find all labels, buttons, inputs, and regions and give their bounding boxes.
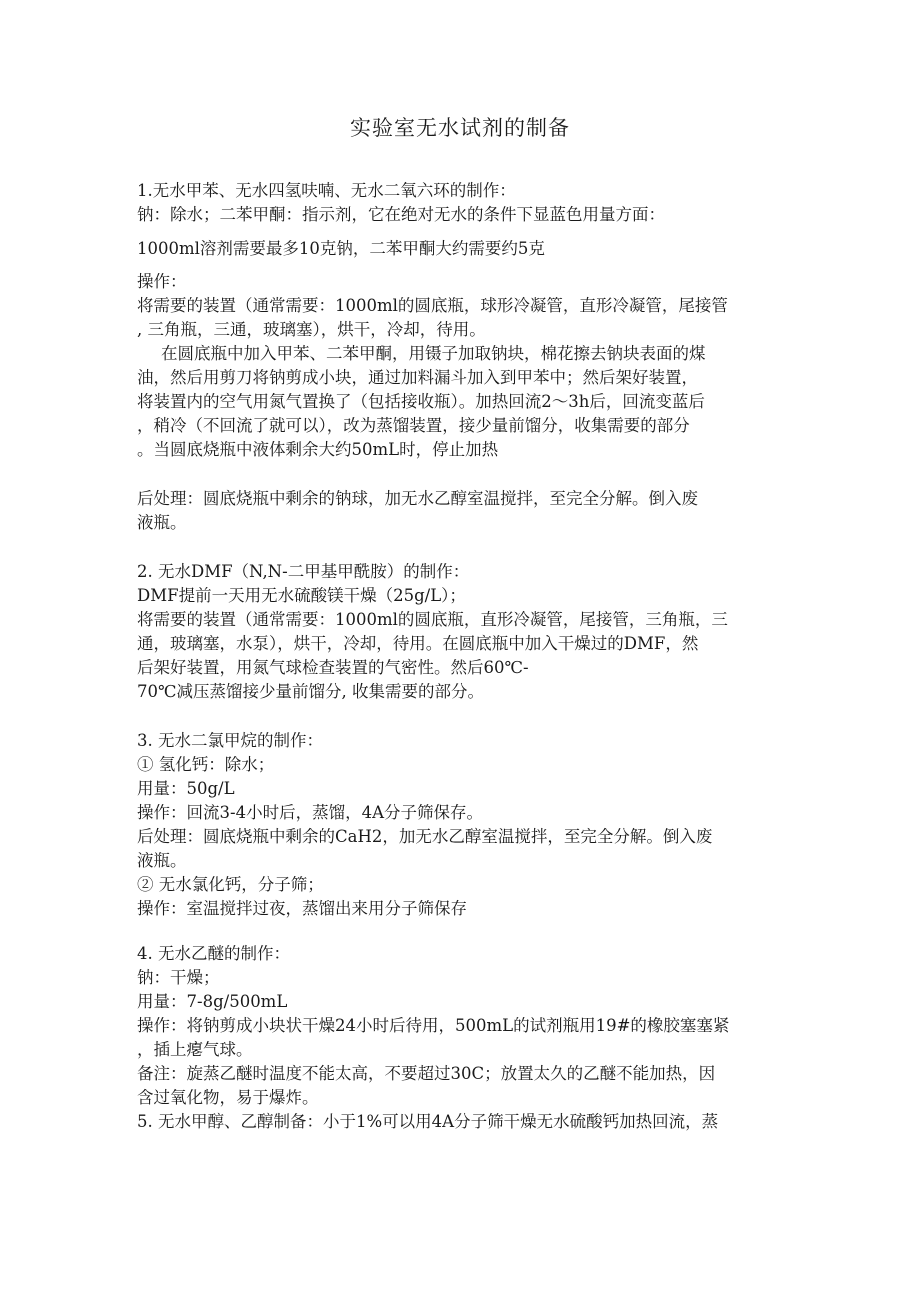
text-line: 液瓶。 xyxy=(137,513,187,532)
section-5-heading: 5. 无水甲醇、乙醇制备：小于1%可以用4A分子筛干燥无水硫酸钙加热回流，蒸 xyxy=(137,1112,719,1131)
text-line: ② 无水氯化钙，分子筛； xyxy=(137,875,324,894)
text-line: 将需要的装置（通常需要：1000ml的圆底瓶，直形冷凝管，尾接管，三角瓶，三 xyxy=(137,610,728,629)
section-1-heading: 1.无水甲苯、无水四氢呋喃、无水二氧六环的制作： xyxy=(137,181,516,200)
text-line: 70℃减压蒸馏接少量前馏分, 收集需要的部分。 xyxy=(137,682,484,701)
text-line: ，稍冷（不回流了就可以），改为蒸馏装置，接少量前馏分，收集需要的部分 xyxy=(137,416,690,435)
text-line: 通，玻璃塞，水泵），烘干，冷却，待用。在圆底瓶中加入干燥过的DMF，然 xyxy=(137,634,699,653)
text-line: 用量：50g/L xyxy=(137,779,235,798)
text-line: 后架好装置，用氮气球检查装置的气密性。然后60℃- xyxy=(137,658,529,677)
page-title: 实验室无水试剂的制备 xyxy=(350,116,570,140)
section-2-heading: 2. 无水DMF（N,N-二甲基甲酰胺）的制作： xyxy=(137,562,470,581)
text-line: 。当圆底烧瓶中液体剩余大约50mL时，停止加热 xyxy=(137,440,499,459)
text-line: 后处理：圆底烧瓶中剩余的钠球，加无水乙醇室温搅拌，至完全分解。倒入废 xyxy=(137,489,698,508)
text-line: ，插上瘪气球。 xyxy=(137,1040,253,1059)
text-line: , 三角瓶，三通，玻璃塞），烘干，冷却，待用。 xyxy=(137,320,486,339)
text-line: 用量：7-8g/500mL xyxy=(137,992,288,1011)
text-line: 钠：除水；二苯甲酮：指示剂，它在绝对无水的条件下显蓝色用量方面： xyxy=(137,205,665,224)
section-3-heading: 3. 无水二氯甲烷的制作： xyxy=(137,731,323,750)
text-line: DMF提前一天用无水硫酸镁干燥（25g/L）； xyxy=(137,586,466,605)
text-line: ① 氢化钙：除水； xyxy=(137,755,275,774)
text-line: 钠：干燥； xyxy=(137,968,220,987)
text-line: 在圆底瓶中加入甲苯、二苯甲酮，用镊子加取钠块，棉花擦去钠块表面的煤 xyxy=(161,344,706,363)
text-line: 液瓶。 xyxy=(137,851,187,870)
text-line: 1000ml溶剂需要最多10克钠，二苯甲酮大约需要约5克 xyxy=(137,239,545,258)
text-line: 操作： xyxy=(137,272,187,291)
text-line: 后处理：圆底烧瓶中剩余的CaH2，加无水乙醇室温搅拌，至完全分解。倒入废 xyxy=(137,827,713,846)
text-line: 将装置内的空气用氮气置换了（包括接收瓶）。加热回流2～3h后，回流变蓝后 xyxy=(137,392,705,411)
text-line: 操作：室温搅拌过夜，蒸馏出来用分子筛保存 xyxy=(137,899,467,918)
text-line: 油，然后用剪刀将钠剪成小块，通过加料漏斗加入到甲苯中；然后架好装置， xyxy=(137,368,698,387)
text-line: 将需要的装置（通常需要：1000ml的圆底瓶，球形冷凝管，直形冷凝管，尾接管 xyxy=(137,296,728,315)
section-4-heading: 4. 无水乙醚的制作： xyxy=(137,944,290,963)
text-line: 操作：将钠剪成小块状干燥24小时后待用，500mL的试剂瓶用19#的橡胶塞塞紧 xyxy=(137,1016,730,1035)
text-line: 操作：回流3-4小时后，蒸馏，4A分子筛保存。 xyxy=(137,803,483,822)
text-line: 含过氧化物，易于爆炸。 xyxy=(137,1088,319,1107)
text-line: 备注：旋蒸乙醚时温度不能太高，不要超过30C；放置太久的乙醚不能加热，因 xyxy=(137,1064,716,1083)
